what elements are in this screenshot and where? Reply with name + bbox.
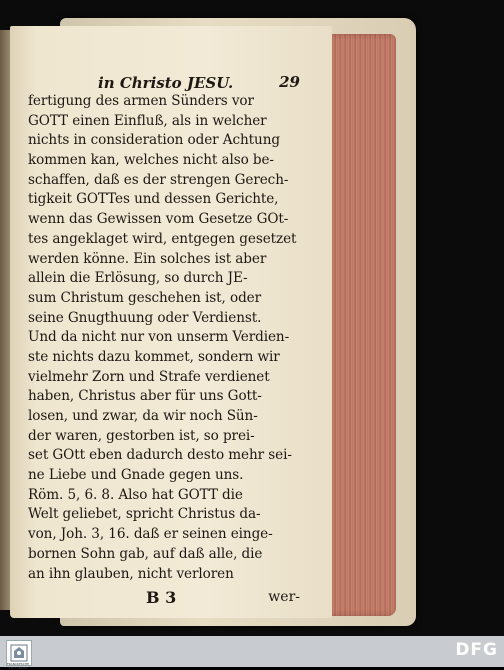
text-line: set GOtt eben dadurch desto mehr sei- [28, 447, 292, 464]
institution-logo-text: FRANCKESCHE STIFTUNGEN [6, 662, 30, 670]
page-number: 29 [279, 73, 300, 91]
page-text-block [28, 56, 300, 608]
page-header [28, 56, 300, 92]
text-line: losen, und zwar, da wir noch Sün- [28, 408, 258, 424]
text-line: sum Christum geschehen ist, oder [28, 289, 262, 306]
text-line: allein die Erlösung, so durch JE- [28, 270, 248, 287]
text-line: vielmehr Zorn und Strafe verdienet [28, 368, 270, 385]
viewer-footer-bar [0, 636, 504, 667]
text-line: bornen Sohn gab, auf daß alle, die [28, 545, 263, 562]
text-line: ste nichts dazu kommet, sondern wir [28, 348, 280, 365]
text-line: Welt geliebet, spricht Christus da- [28, 506, 261, 523]
text-line: Röm. 5, 6. 8. Also hat GOTT die [28, 486, 243, 503]
text-line: ne Liebe und Gnade gegen uns. [28, 467, 244, 484]
text-line: schaffen, daß es der strengen Gerech- [28, 171, 289, 188]
book-page [10, 26, 332, 618]
text-line: kommen kan, welches nicht also be- [28, 152, 274, 169]
running-head: in Christo JESU. [98, 74, 234, 92]
text-line: seine Gnugthuung oder Verdienst. [28, 309, 262, 326]
text-line: haben, Christus aber für uns Gott- [28, 388, 262, 405]
red-page-edges [322, 34, 396, 616]
text-line: an ihn glauben, nicht verloren [28, 565, 234, 582]
catchword: wer- [268, 589, 300, 606]
text-line: fertigung des armen Sünders vor [28, 93, 254, 109]
text-line: der waren, gestorben ist, so prei- [28, 427, 255, 444]
body-text [28, 92, 300, 584]
text-line: Und da nicht nur von unserm Verdien- [28, 329, 290, 346]
text-line: GOTT einen Einfluß, als in welcher [28, 112, 267, 129]
text-line: werden könne. Ein solches ist aber [28, 250, 267, 267]
text-line: tes angeklaget wird, entgegen gesetzet [28, 230, 297, 247]
crest-icon [10, 644, 28, 662]
page-footer [28, 586, 300, 608]
text-line: wenn das Gewissen vom Gesetze GOt- [28, 211, 289, 228]
text-line: von, Joh. 3, 16. daß er seinen einge- [28, 526, 273, 543]
signature-mark: B 3 [146, 588, 177, 608]
text-line: nichts in consideration oder Achtung [28, 132, 280, 149]
text-line: tigkeit GOTTes und dessen Gerichte, [28, 191, 279, 208]
dfg-logo[interactable]: DFG [455, 640, 498, 660]
